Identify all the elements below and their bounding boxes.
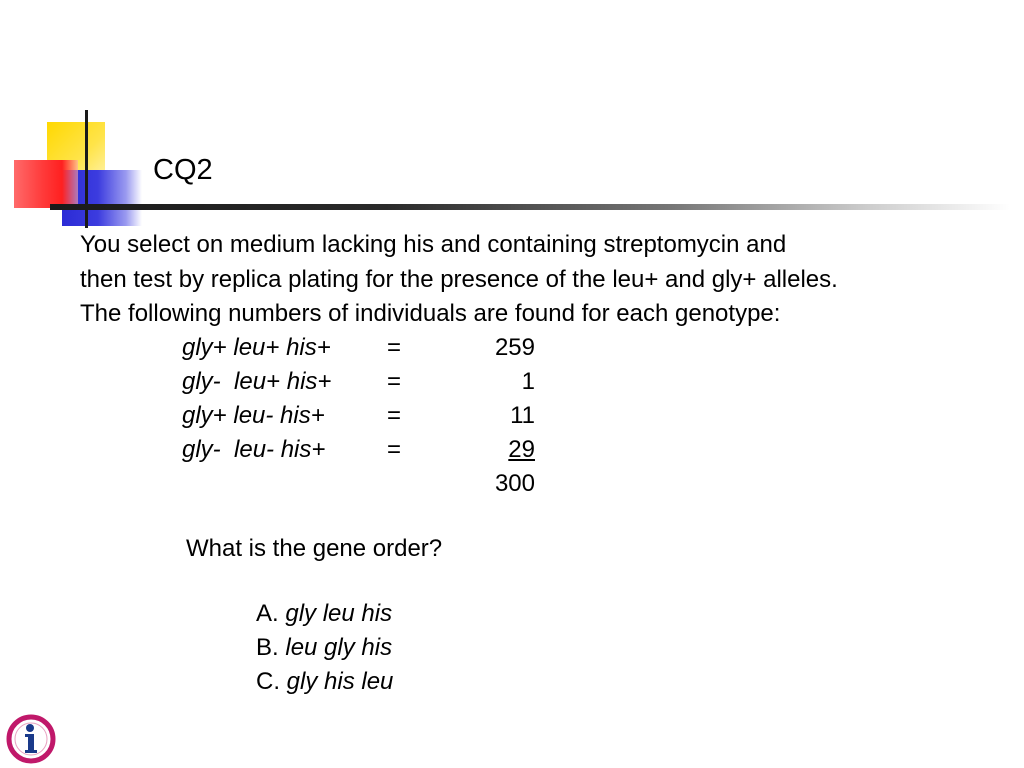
equals-sign: =: [387, 334, 402, 361]
option-letter: A.: [256, 600, 279, 627]
genotype-label: gly- leu- his+: [182, 436, 326, 463]
intro-line: You select on medium lacking his and containing streptomycin and: [80, 231, 787, 258]
genotype-count: [435, 433, 535, 467]
genotype-label: gly- leu+ his+: [182, 368, 332, 395]
equals-sign: =: [387, 436, 402, 463]
option-answer: gly leu his: [285, 600, 393, 627]
intro-line: then test by replica plating for the presence of the leu+ and gly+ alleles.: [80, 265, 838, 293]
equals-sign: =: [387, 368, 402, 395]
genotype-row: [0, 365, 1024, 399]
answer-option: [256, 597, 392, 631]
vertical-rule: [85, 110, 88, 228]
equals-sign: =: [387, 402, 402, 429]
total-row: [0, 467, 1024, 501]
red-square-decoration: [14, 160, 78, 208]
genotype-row: [0, 433, 1024, 467]
genotype-label: gly+ leu+ his+: [182, 334, 331, 361]
info-icon[interactable]: [6, 714, 56, 764]
option-answer: gly his leu: [286, 668, 394, 695]
option-answer: leu gly his: [285, 634, 393, 661]
genotype-label: gly+ leu- his+: [182, 402, 325, 429]
total-count: 300: [494, 470, 535, 497]
genotype-count: 11: [510, 402, 535, 429]
answer-option: [256, 665, 393, 699]
option-letter: C.: [256, 668, 280, 695]
answer-option: [256, 631, 392, 665]
underlined-count: 29: [508, 436, 535, 463]
genotype-row: [0, 399, 1024, 433]
title-underline-rule: [50, 204, 1010, 210]
slide-title: CQ2: [153, 154, 213, 186]
intro-text: [80, 228, 1000, 332]
question-text: What is the gene order?: [186, 535, 443, 562]
genotype-row: [0, 331, 1024, 365]
genotype-count: 1: [521, 368, 535, 395]
intro-line: The following numbers of individuals are found for each genotype:: [80, 300, 781, 327]
option-letter: B.: [256, 634, 279, 661]
genotype-count: 259: [494, 334, 535, 361]
